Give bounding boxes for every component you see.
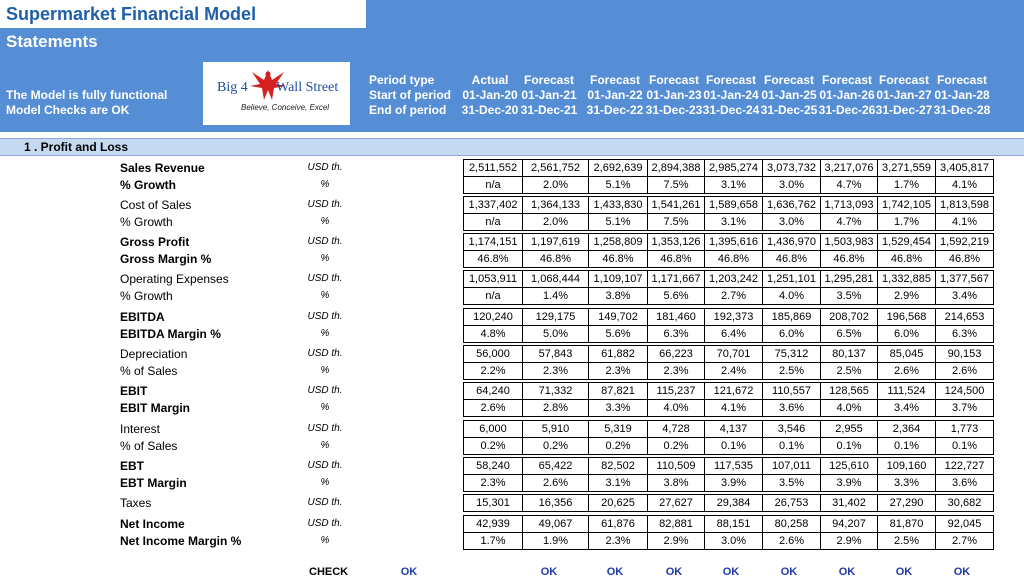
period-type-header: Actual [471,73,509,87]
period-end-header: 31-Dec-24 [702,103,760,117]
value-cell[interactable]: 3.4% [935,287,994,305]
value-cell[interactable]: 2.3% [588,532,648,550]
value-cell[interactable]: 3.6% [935,474,994,492]
row-label: EBITDA Margin % [120,327,221,341]
value-cell[interactable]: 49,067 [522,515,589,533]
value-cell[interactable]: 3.9% [704,474,763,492]
value-cell[interactable]: 2,561,752 [522,159,589,177]
row-label: EBIT [120,384,148,398]
row-label: Net Income Margin % [120,534,242,548]
value-cell[interactable]: 181,460 [647,308,705,326]
row-unit: USD th. [307,311,343,322]
model-status-note: The Model is fully functional [6,88,168,102]
row-unit: USD th. [307,518,343,529]
row-unit: USD th. [307,236,343,247]
row-unit: USD th. [307,460,343,471]
row-label: Depreciation [120,347,188,361]
row-label: EBIT Margin [120,401,191,415]
value-cell[interactable]: 0.2% [588,437,648,455]
row-unit: USD th. [307,385,343,396]
value-cell[interactable]: 3.1% [588,474,648,492]
value-cell[interactable]: 2.5% [820,362,878,380]
value-cell[interactable]: 3.8% [647,474,705,492]
value-cell[interactable]: 6.3% [935,325,994,343]
period-start-header: 01-Jan-25 [761,88,817,102]
value-cell[interactable]: 4.0% [762,287,821,305]
value-cell[interactable]: 1,529,454 [877,233,936,251]
value-cell[interactable]: 117,535 [704,457,763,475]
value-cell[interactable]: 2.9% [820,532,878,550]
value-cell[interactable]: 208,702 [820,308,878,326]
value-cell[interactable]: 3.1% [704,213,763,231]
value-cell[interactable]: 88,151 [704,515,763,533]
value-cell[interactable]: 2.7% [935,532,994,550]
value-cell[interactable]: 1.7% [877,176,936,194]
value-cell[interactable]: 6.0% [877,325,936,343]
value-cell[interactable]: 4.1% [935,176,994,194]
period-type-header: Forecast [821,73,873,87]
value-cell[interactable]: 1.4% [522,287,589,305]
section-header [0,138,1024,156]
value-cell[interactable]: 2,955 [820,420,878,438]
period-type-header: Forecast [648,73,700,87]
model-title: Supermarket Financial Model [6,4,257,24]
row-unit: USD th. [307,423,343,434]
value-cell[interactable]: 2.3% [522,362,589,380]
value-cell[interactable]: 192,373 [704,308,763,326]
row-label: EBT [120,459,144,473]
value-cell[interactable]: 2.6% [463,399,523,417]
value-cell[interactable]: 46.8% [762,250,821,268]
check-cell: OK [606,566,624,578]
row-unit: % [320,290,330,301]
value-cell[interactable]: 107,011 [762,457,821,475]
value-cell[interactable]: 1,742,105 [877,196,936,214]
period-type-header: Forecast [936,73,988,87]
value-cell[interactable]: 3.3% [588,399,648,417]
period-start-header: 01-Jan-23 [646,88,702,102]
period-end-header: 31-Dec-21 [520,103,578,117]
row-label: Sales Revenue [120,161,205,175]
value-cell[interactable]: 46.8% [877,250,936,268]
row-unit: % [320,477,330,488]
value-cell[interactable]: 46.8% [522,250,589,268]
value-cell[interactable]: 4.8% [463,325,523,343]
check-label: CHECK [309,566,349,578]
value-cell[interactable]: 85,045 [877,345,936,363]
end-of-period-label: End of period [369,103,447,117]
value-cell[interactable]: 1,174,151 [463,233,523,251]
period-end-header: 31-Dec-26 [818,103,876,117]
value-cell[interactable]: 1,251,101 [762,270,821,288]
value-cell[interactable]: 64,240 [463,382,523,400]
value-cell[interactable]: 2.2% [463,362,523,380]
check-cell: OK [665,566,683,578]
value-cell[interactable]: 1,436,970 [762,233,821,251]
period-end-header: 31-Dec-23 [645,103,703,117]
value-cell[interactable]: 129,175 [522,308,589,326]
header-band-top [366,0,1024,28]
value-cell[interactable]: 121,672 [704,382,763,400]
value-cell[interactable]: 0.2% [647,437,705,455]
value-cell[interactable]: 0.2% [522,437,589,455]
value-cell[interactable]: 1,109,107 [588,270,648,288]
value-cell[interactable]: 20,625 [588,494,648,512]
value-cell[interactable]: 196,568 [877,308,936,326]
row-unit: % [320,535,330,546]
value-cell[interactable]: 4.7% [820,176,878,194]
value-cell[interactable]: 30,682 [935,494,994,512]
value-cell[interactable]: 1,503,983 [820,233,878,251]
check-cell: OK [838,566,856,578]
value-cell[interactable]: n/a [463,213,523,231]
value-cell[interactable]: 6,000 [463,420,523,438]
value-cell[interactable]: 1,364,133 [522,196,589,214]
value-cell[interactable]: 1,053,911 [463,270,523,288]
check-cell: OK [953,566,971,578]
row-label: Net Income [120,517,185,531]
value-cell[interactable]: 3.3% [877,474,936,492]
period-end-header: 31-Dec-20 [461,103,519,117]
value-cell[interactable]: 110,557 [762,382,821,400]
value-cell[interactable]: 1,068,444 [522,270,589,288]
value-cell[interactable]: 2.6% [935,362,994,380]
value-cell[interactable]: 109,160 [877,457,936,475]
value-cell[interactable]: 6.3% [647,325,705,343]
value-cell[interactable]: 1,258,809 [588,233,648,251]
row-unit: % [320,402,330,413]
period-end-header: 31-Dec-27 [875,103,933,117]
value-cell[interactable]: 2.5% [877,532,936,550]
value-cell[interactable]: 5.0% [522,325,589,343]
period-start-header: 01-Jan-21 [521,88,577,102]
value-cell[interactable]: 46.8% [463,250,523,268]
row-label: EBT Margin [120,476,187,490]
check-summary: OK [400,566,418,578]
row-label: Interest [120,422,161,436]
row-unit: % [320,365,330,376]
value-cell[interactable]: 3.8% [588,287,648,305]
value-cell[interactable]: 1.9% [522,532,589,550]
value-cell[interactable]: 125,610 [820,457,878,475]
row-unit: % [320,440,330,451]
value-cell[interactable]: 75,312 [762,345,821,363]
value-cell[interactable]: 5.1% [588,176,648,194]
value-cell[interactable]: 3.6% [762,399,821,417]
value-cell[interactable]: 1,773 [935,420,994,438]
value-cell[interactable]: 57,843 [522,345,589,363]
value-cell[interactable]: 5.6% [588,325,648,343]
value-cell[interactable]: 2.7% [704,287,763,305]
value-cell[interactable]: 2.6% [877,362,936,380]
row-unit: USD th. [307,199,343,210]
row-label: Cost of Sales [120,198,192,212]
period-type-header: Forecast [878,73,930,87]
row-unit: USD th. [307,497,343,508]
value-cell[interactable]: 2,511,552 [463,159,523,177]
value-cell[interactable]: 56,000 [463,345,523,363]
check-cell: OK [722,566,740,578]
value-cell[interactable]: 0.1% [704,437,763,455]
value-cell[interactable]: 120,240 [463,308,523,326]
value-cell[interactable]: 5,910 [522,420,589,438]
value-cell[interactable]: 214,653 [935,308,994,326]
value-cell[interactable]: 3.0% [704,532,763,550]
value-cell[interactable]: 4.1% [935,213,994,231]
value-cell[interactable]: 81,870 [877,515,936,533]
period-type-header: Forecast [589,73,641,87]
value-cell[interactable]: 94,207 [820,515,878,533]
value-cell[interactable]: 27,627 [647,494,705,512]
logo-text-right: Wall Street [276,80,339,95]
value-cell[interactable]: 90,153 [935,345,994,363]
value-cell[interactable]: 2.9% [647,532,705,550]
value-cell[interactable]: 26,753 [762,494,821,512]
value-cell[interactable]: 1,332,885 [877,270,936,288]
row-label: % of Sales [120,439,178,453]
value-cell[interactable]: 7.5% [647,213,705,231]
value-cell[interactable]: 66,223 [647,345,705,363]
company-logo [203,62,350,125]
check-cell: OK [895,566,913,578]
value-cell[interactable]: 0.1% [935,437,994,455]
value-cell[interactable]: 4.0% [820,399,878,417]
value-cell[interactable]: n/a [463,176,523,194]
value-cell[interactable]: 0.1% [820,437,878,455]
value-cell[interactable]: 1,589,658 [704,196,763,214]
value-cell[interactable]: 2.3% [588,362,648,380]
value-cell[interactable]: 42,939 [463,515,523,533]
row-unit: % [320,216,330,227]
period-end-header: 31-Dec-25 [760,103,818,117]
row-unit: USD th. [307,348,343,359]
value-cell[interactable]: 1,377,567 [935,270,994,288]
value-cell[interactable]: 4.0% [647,399,705,417]
value-cell[interactable]: 2.0% [522,213,589,231]
value-cell[interactable]: 3.5% [820,287,878,305]
value-cell[interactable]: 149,702 [588,308,648,326]
value-cell[interactable]: 31,402 [820,494,878,512]
value-cell[interactable]: 185,869 [762,308,821,326]
value-cell[interactable]: 46.8% [820,250,878,268]
row-label: Taxes [120,496,152,510]
logo-text-left: Big 4 [217,80,248,95]
value-cell[interactable]: 2.0% [522,176,589,194]
row-label: % Growth [120,215,173,229]
value-cell[interactable]: 1,197,619 [522,233,589,251]
value-cell[interactable]: 1,171,667 [647,270,705,288]
value-cell[interactable]: 1,353,126 [647,233,705,251]
row-label: Gross Margin % [120,252,212,266]
value-cell[interactable]: 2,364 [877,420,936,438]
period-start-header: 01-Jan-26 [819,88,875,102]
value-cell[interactable]: 2.4% [704,362,763,380]
value-cell[interactable]: 2.5% [762,362,821,380]
value-cell[interactable]: 1,337,402 [463,196,523,214]
value-cell[interactable]: 15,301 [463,494,523,512]
value-cell[interactable]: 3.9% [820,474,878,492]
value-cell[interactable]: 2.6% [762,532,821,550]
model-checks-note: Model Checks are OK [6,103,130,117]
statements-title: Statements [6,32,98,51]
value-cell[interactable]: 80,137 [820,345,878,363]
row-label: EBITDA [120,310,165,324]
value-cell[interactable]: 16,356 [522,494,589,512]
value-cell[interactable]: 6.4% [704,325,763,343]
value-cell[interactable]: 1.7% [463,532,523,550]
value-cell[interactable]: 80,258 [762,515,821,533]
value-cell[interactable]: 71,332 [522,382,589,400]
period-start-header: 01-Jan-27 [876,88,932,102]
value-cell[interactable]: 2.8% [522,399,589,417]
value-cell[interactable]: 2.3% [463,474,523,492]
value-cell[interactable]: 1,295,281 [820,270,878,288]
row-label: Gross Profit [120,235,190,249]
value-cell[interactable]: 122,727 [935,457,994,475]
check-cell: OK [780,566,798,578]
value-cell[interactable]: 2.9% [877,287,936,305]
value-cell[interactable]: 1,636,762 [762,196,821,214]
period-type-label: Period type [369,73,435,87]
value-cell[interactable]: 61,876 [588,515,648,533]
value-cell[interactable]: 115,237 [647,382,705,400]
value-cell[interactable]: 82,502 [588,457,648,475]
value-cell[interactable]: 0.1% [762,437,821,455]
period-start-header: 01-Jan-20 [462,88,518,102]
value-cell[interactable]: 124,500 [935,382,994,400]
value-cell[interactable]: 3.5% [762,474,821,492]
value-cell[interactable]: 61,882 [588,345,648,363]
value-cell[interactable]: 46.8% [935,250,994,268]
value-cell[interactable]: 3,405,817 [935,159,994,177]
value-cell[interactable]: 3.0% [762,213,821,231]
value-cell[interactable]: 4.1% [704,399,763,417]
value-cell[interactable]: 3,546 [762,420,821,438]
section-title: 1 . Profit and Loss [24,140,129,154]
value-cell[interactable]: 2.3% [647,362,705,380]
row-unit: % [320,179,330,190]
value-cell[interactable]: 111,524 [877,382,936,400]
value-cell[interactable]: 1,395,616 [704,233,763,251]
value-cell[interactable]: 0.2% [463,437,523,455]
period-start-header: 01-Jan-22 [587,88,643,102]
row-unit: USD th. [307,273,343,284]
value-cell[interactable]: 0.1% [877,437,936,455]
value-cell[interactable]: 27,290 [877,494,936,512]
value-cell[interactable]: 4,728 [647,420,705,438]
row-label: % Growth [120,289,173,303]
period-type-header: Forecast [705,73,757,87]
value-cell[interactable]: 46.8% [647,250,705,268]
value-cell[interactable]: 1,541,261 [647,196,705,214]
value-cell[interactable]: 29,384 [704,494,763,512]
value-cell[interactable]: 6.5% [820,325,878,343]
period-end-header: 31-Dec-28 [933,103,991,117]
value-cell[interactable]: 2,692,639 [588,159,648,177]
value-cell[interactable]: 2,894,388 [647,159,705,177]
value-cell[interactable]: 65,422 [522,457,589,475]
logo-tagline: Believe, Conceive, Excel [241,103,330,112]
value-cell[interactable]: 110,509 [647,457,705,475]
value-cell[interactable]: 5.1% [588,213,648,231]
value-cell[interactable]: 2,985,274 [704,159,763,177]
value-cell[interactable]: 4.7% [820,213,878,231]
value-cell[interactable]: 3.1% [704,176,763,194]
value-cell[interactable]: 3.4% [877,399,936,417]
value-cell[interactable]: 6.0% [762,325,821,343]
row-label: Operating Expenses [120,272,229,286]
value-cell[interactable]: 128,565 [820,382,878,400]
row-unit: % [320,328,330,339]
value-cell[interactable]: 3.7% [935,399,994,417]
value-cell[interactable]: 1,592,219 [935,233,994,251]
value-cell[interactable]: 58,240 [463,457,523,475]
value-cell[interactable]: 5,319 [588,420,648,438]
value-cell[interactable]: 5.6% [647,287,705,305]
value-cell[interactable]: 3,073,732 [762,159,821,177]
row-unit: USD th. [307,162,343,173]
row-unit: % [320,253,330,264]
value-cell[interactable]: 2.6% [522,474,589,492]
row-label: % Growth [120,178,176,192]
period-end-header: 31-Dec-22 [586,103,644,117]
value-cell[interactable]: 3,217,076 [820,159,878,177]
value-cell[interactable]: 70,701 [704,345,763,363]
value-cell[interactable]: 82,881 [647,515,705,533]
value-cell[interactable]: 3,271,559 [877,159,936,177]
value-cell[interactable]: 92,045 [935,515,994,533]
period-type-header: Forecast [763,73,815,87]
value-cell[interactable]: 1.7% [877,213,936,231]
value-cell[interactable]: 87,821 [588,382,648,400]
value-cell[interactable]: 3.0% [762,176,821,194]
value-cell[interactable]: 1,813,598 [935,196,994,214]
check-cell: OK [540,566,558,578]
value-cell[interactable]: n/a [463,287,523,305]
value-cell[interactable]: 7.5% [647,176,705,194]
period-type-header: Forecast [523,73,575,87]
value-cell[interactable]: 4,137 [704,420,763,438]
value-cell[interactable]: 1,203,242 [704,270,763,288]
row-label: % of Sales [120,364,178,378]
value-cell[interactable]: 1,433,830 [588,196,648,214]
value-cell[interactable]: 46.8% [588,250,648,268]
value-cell[interactable]: 1,713,093 [820,196,878,214]
start-of-period-label: Start of period [369,88,452,102]
period-start-header: 01-Jan-24 [703,88,759,102]
period-start-header: 01-Jan-28 [934,88,990,102]
value-cell[interactable]: 46.8% [704,250,763,268]
